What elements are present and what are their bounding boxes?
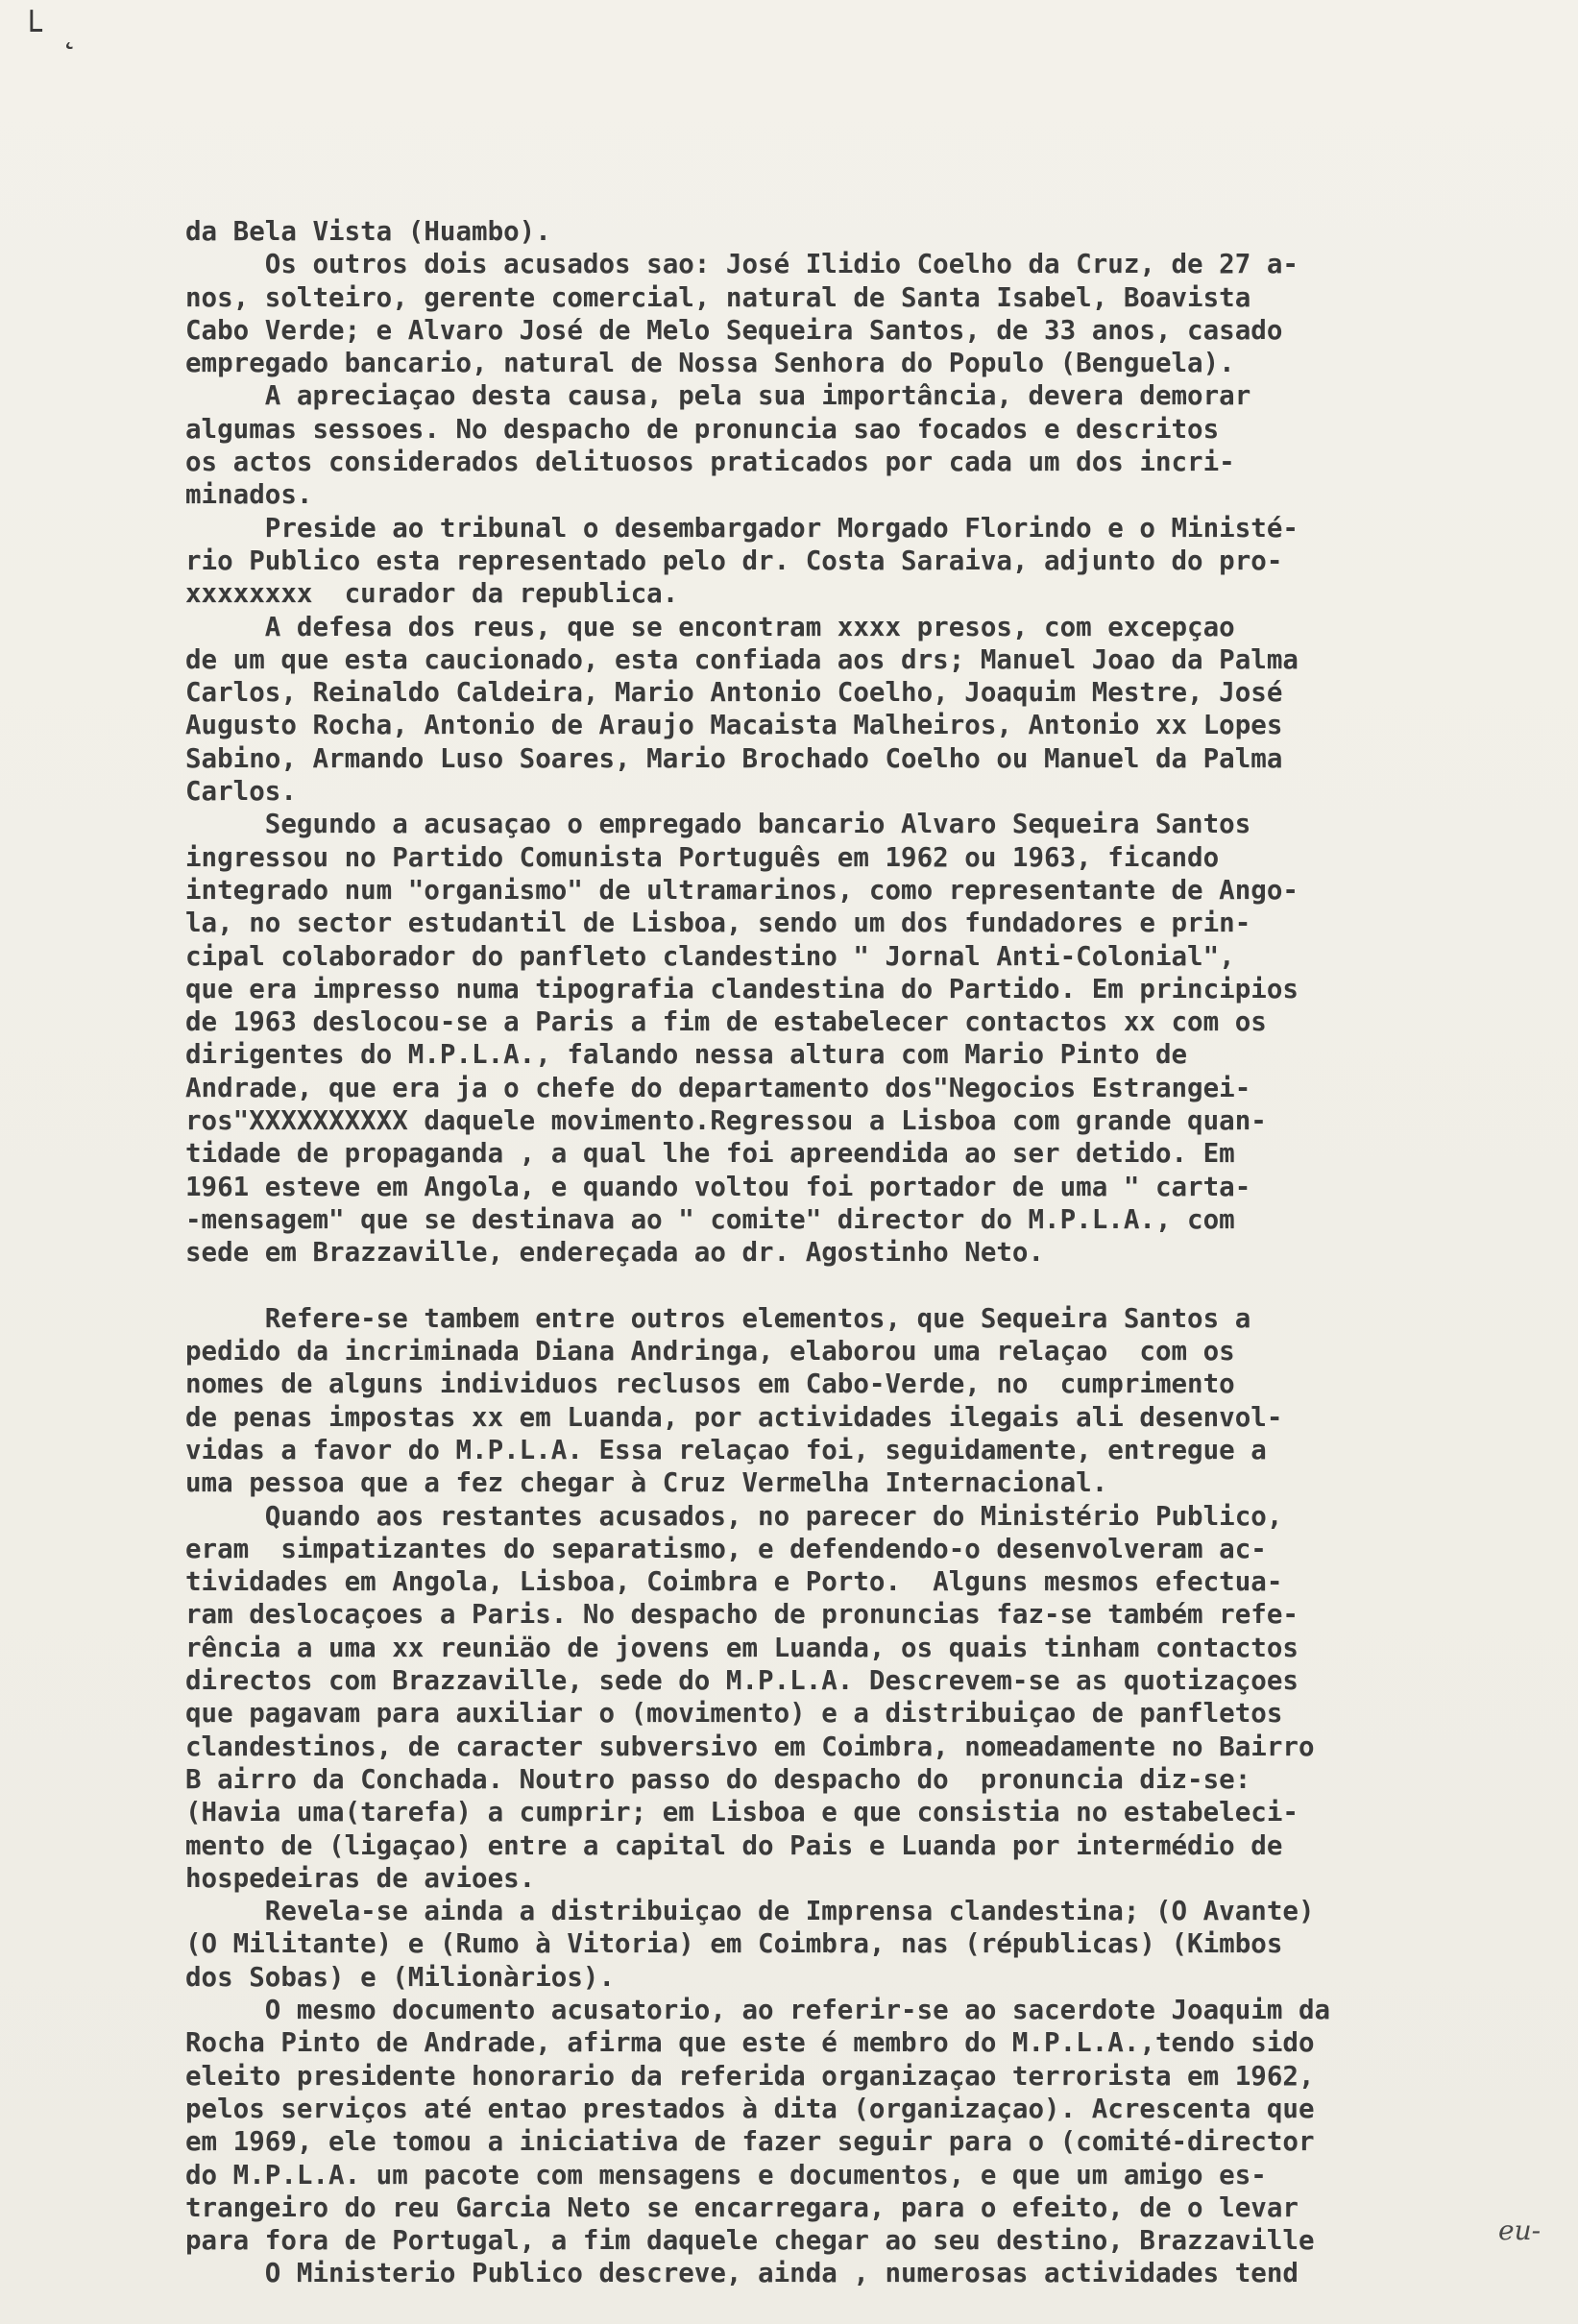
- text-line: pelos serviços até entao prestados à dita (organizaçao). Acrescenta que: [185, 2093, 1315, 2124]
- text-line: O Ministerio Publico descreve, ainda , numerosas actividades tend: [185, 2258, 1299, 2289]
- text-line: A defesa dos reus, que se encontram xxxx presos, com excepçao: [185, 611, 1235, 642]
- text-line: cipal colaborador do panfleto clandestino " Jornal Anti-Colonial",: [185, 940, 1235, 972]
- text-line: vidas a favor do M.P.L.A. Essa relaçao foi, seguidamente, entregue a: [185, 1434, 1267, 1465]
- text-line: de um que esta caucionado, esta confiada aos drs; Manuel Joao da Palma: [185, 643, 1299, 675]
- text-line: nomes de alguns individuos reclusos em Cabo-Verde, no cumprimento: [185, 1368, 1235, 1400]
- text-line: de 1963 deslocou-se a Paris a fim de estabelecer contactos xx com os: [185, 1006, 1267, 1038]
- text-line: dirigentes do M.P.L.A., falando nessa altura com Mario Pinto de: [185, 1039, 1188, 1071]
- text-line: mento de (ligaçao) entre a capital do Pais e Luanda por intermédio de: [185, 1829, 1283, 1861]
- text-line: dos Sobas) e (Milionàrios).: [185, 1961, 616, 1993]
- text-line: Cabo Verde; e Alvaro José de Melo Sequeira Santos, de 33 anos, casado: [185, 314, 1283, 346]
- text-line: de penas impostas xx em Luanda, por actividades ilegais ali desenvol-: [185, 1401, 1283, 1433]
- text-line: directos com Brazzaville, sede do M.P.L.A. Descrevem-se as quotizaçoes: [185, 1665, 1299, 1697]
- text-line: rio Publico esta representado pelo dr. Costa Saraiva, adjunto do pro-: [185, 545, 1283, 576]
- text-line: Augusto Rocha, Antonio de Araujo Macaista Malheiros, Antonio xx Lopes: [185, 710, 1283, 741]
- text-line: os actos considerados delituosos praticados por cada um dos incri-: [185, 447, 1235, 478]
- text-line: sede em Brazzaville, endereçada ao dr. Agostinho Neto.: [185, 1237, 1045, 1269]
- text-line: clandestinos, de caracter subversivo em Coimbra, nomeadamente no Bairro: [185, 1731, 1315, 1762]
- text-line: Carlos, Reinaldo Caldeira, Mario Antonio Coelho, Joaquim Mestre, José: [185, 677, 1283, 709]
- text-line: rência a uma xx reuniäo de jovens em Luanda, os quais tinham contactos: [185, 1632, 1299, 1663]
- text-line: A apreciaçao desta causa, pela sua importância, devera demorar: [185, 380, 1251, 412]
- text-line: hospedeiras de avioes.: [185, 1862, 536, 1894]
- text-line: 1961 esteve em Angola, e quando voltou foi portador de uma " carta-: [185, 1171, 1251, 1202]
- text-line: para fora de Portugal, a fim daquele chegar ao seu destino, Brazzaville: [185, 2225, 1315, 2257]
- text-line: integrado num "organismo" de ultramarinos, como representante de Ango-: [185, 874, 1299, 906]
- text-line: uma pessoa que a fez chegar à Cruz Vermelha Internacional.: [185, 1467, 1108, 1499]
- text-line: Rocha Pinto de Andrade, afirma que este é membro do M.P.L.A.,tendo sido: [185, 2027, 1315, 2059]
- text-line: Os outros dois acusados sao: José Ilidio Coelho da Cruz, de 27 a-: [185, 249, 1299, 280]
- handwritten-note: eu-: [1498, 2215, 1542, 2246]
- text-line: que era impresso numa tipografia clandestina do Partido. Em principios: [185, 973, 1299, 1005]
- text-line: que pagavam para auxiliar o (movimento) e a distribuiçao de panfletos: [185, 1698, 1283, 1730]
- text-line: ram deslocaçoes a Paris. No despacho de pronuncias faz-se também refe-: [185, 1599, 1299, 1631]
- text-line: [185, 1270, 1559, 1302]
- text-line: ros"XXXXXXXXXX daquele movimento.Regressou a Lisboa com grande quan-: [185, 1105, 1267, 1137]
- document-text: [185, 215, 1559, 2290]
- text-line: (Havia uma(tarefa) a cumprir; em Lisboa e que consistia no estabeleci-: [185, 1797, 1299, 1828]
- text-line: em 1969, ele tomou a iniciativa de fazer seguir para o (comité-director: [185, 2126, 1315, 2158]
- text-line: B airro da Conchada. Noutro passo do despacho do pronuncia diz-se:: [185, 1763, 1251, 1795]
- text-line: empregado bancario, natural de Nossa Senhora do Populo (Benguela).: [185, 348, 1235, 379]
- text-line: da Bela Vista (Huambo).: [185, 216, 551, 247]
- text-line: la, no sector estudantil de Lisboa, sendo um dos fundadores e prin-: [185, 908, 1251, 939]
- text-line: (O Militante) e (Rumo à Vitoria) em Coimbra, nas (républicas) (Kimbos: [185, 1928, 1283, 1960]
- text-line: eram simpatizantes do separatismo, e defendendo-o desenvolveram ac-: [185, 1533, 1267, 1564]
- text-line: Refere-se tambem entre outros elementos, que Sequeira Santos a: [185, 1302, 1251, 1334]
- text-line: Quando aos restantes acusados, no parecer do Ministério Publico,: [185, 1500, 1283, 1532]
- text-line: tividades em Angola, Lisboa, Coimbra e Porto. Alguns mesmos efectua-: [185, 1566, 1283, 1598]
- text-line: Carlos.: [185, 776, 297, 808]
- text-line: minados.: [185, 479, 313, 511]
- corner-mark: └ ˛: [21, 12, 83, 51]
- text-line: Preside ao tribunal o desembargador Morgado Florindo e o Ministé-: [185, 512, 1299, 544]
- text-line: -mensagem" que se destinava ao " comite" director do M.P.L.A., com: [185, 1203, 1235, 1235]
- text-line: xxxxxxxx curador da republica.: [185, 578, 679, 610]
- text-line: do M.P.L.A. um pacote com mensagens e documentos, e que um amigo es-: [185, 2159, 1267, 2191]
- text-line: pedido da incriminada Diana Andringa, elaborou uma relaçao com os: [185, 1336, 1235, 1368]
- text-line: trangeiro do reu Garcia Neto se encarregara, para o efeito, de o levar: [185, 2191, 1299, 2223]
- text-line: algumas sessoes. No despacho de pronuncia sao focados e descritos: [185, 413, 1220, 445]
- text-line: O mesmo documento acusatorio, ao referir-se ao sacerdote Joaquim da: [185, 1995, 1331, 2026]
- text-line: Segundo a acusaçao o empregado bancario Alvaro Sequeira Santos: [185, 809, 1251, 840]
- text-line: Revela-se ainda a distribuiçao de Imprensa clandestina; (O Avante): [185, 1896, 1315, 1927]
- text-line: Andrade, que era ja o chefe do departamento dos"Negocios Estrangei-: [185, 1072, 1251, 1103]
- text-line: nos, solteiro, gerente comercial, natural de Santa Isabel, Boavista: [185, 281, 1251, 313]
- text-line: eleito presidente honorario da referida organizaçao terrorista em 1962,: [185, 2060, 1315, 2092]
- text-line: ingressou no Partido Comunista Português em 1962 ou 1963, ficando: [185, 841, 1220, 873]
- text-line: Sabino, Armando Luso Soares, Mario Brochado Coelho ou Manuel da Palma: [185, 742, 1283, 774]
- text-line: tidade de propaganda , a qual lhe foi apreendida ao ser detido. Em: [185, 1138, 1235, 1170]
